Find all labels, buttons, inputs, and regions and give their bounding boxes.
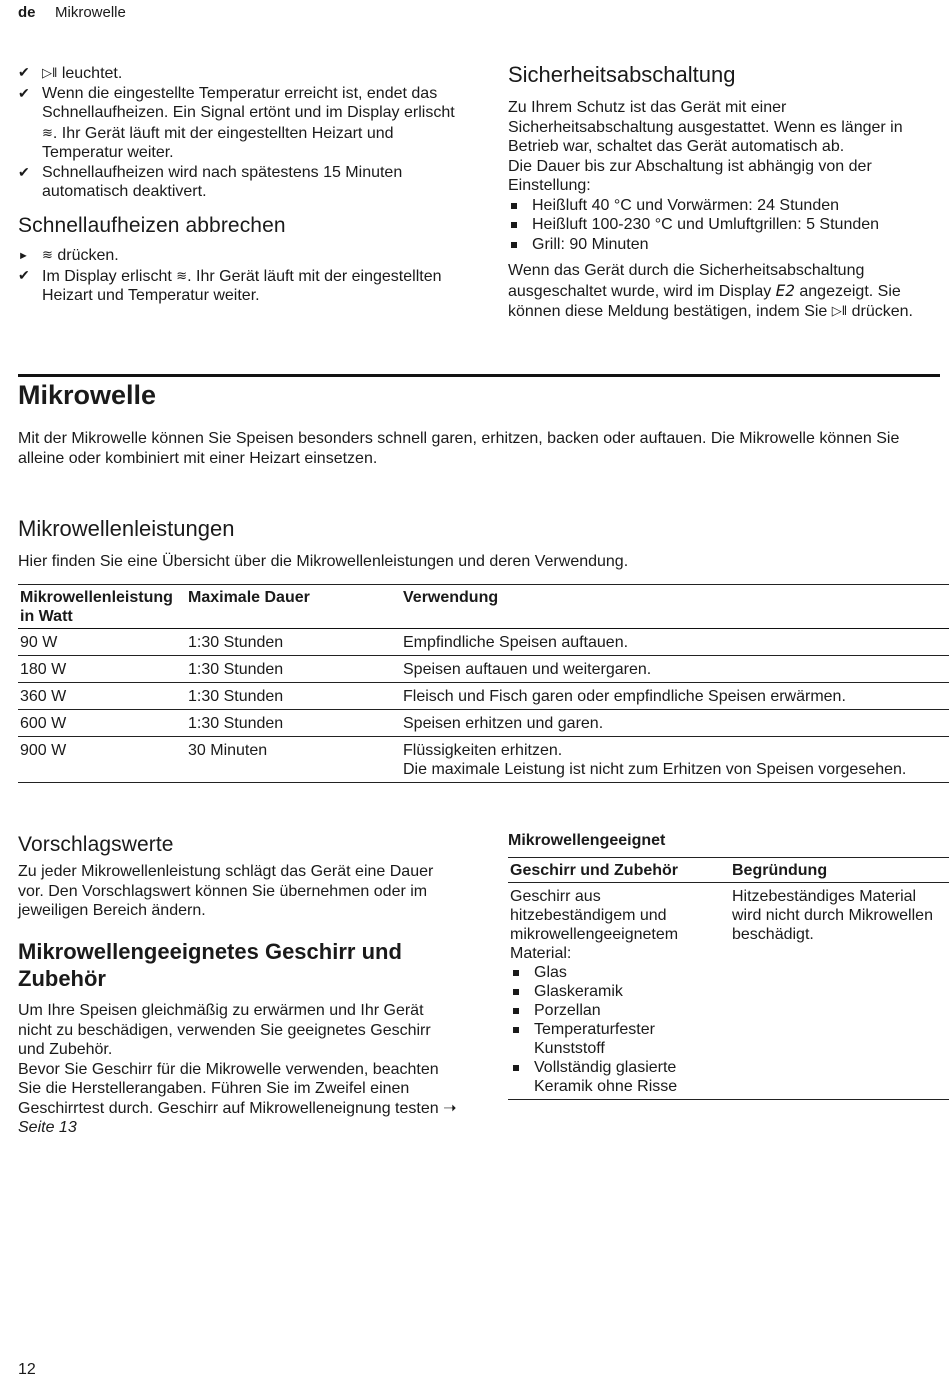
quick-heat-status-list: [18, 63, 460, 202]
play-pause-icon: ▷‖: [831, 303, 848, 318]
list-item: Porzellan: [510, 1001, 720, 1020]
quick-heat-icon: ≋: [176, 267, 188, 283]
abort-steps: [18, 245, 460, 306]
page-title: Mikrowelle: [18, 380, 157, 410]
running-header-title: Mikrowelle: [55, 4, 126, 21]
list-item: ✔ Schnellaufheizen wird nach spätestens 15 Minuten automatisch deaktivert.: [18, 163, 403, 200]
column-header: Begründung: [730, 858, 949, 883]
intro-text: Mit der Mikrowelle können Sie Speisen besonders schnell garen, erhitzen, backen oder auftauen. Die Mikrowelle können Sie alleine oder kombiniert mit einer Heizart einsetzen.: [18, 430, 900, 467]
bullet-square-icon: [513, 1027, 519, 1033]
arrow-right-icon: ►: [18, 250, 29, 262]
row-note: Die maximale Leistung ist nicht zum Erhitzen von Speisen vorgesehen.: [403, 761, 907, 778]
table-row: Geschirr aus hitzebeständigem und mikrowellengeeignetem Material: Glas Glaskeramik Porzellan Temperaturfester Kunststoff Vollständig glasierte Keramik ohne Risse Hitzebeständiges Material wird nicht durch Mikrowellen beschädigt.: [510, 888, 933, 1095]
column-header: Mikrowellenleistung in Watt: [18, 585, 186, 629]
list-item: Heißluft 100-230 °C und Umluftgrillen: 5 Stunden: [508, 215, 944, 235]
safety-para-2: Die Dauer bis zur Abschaltung ist abhängig von der Einstellung:: [508, 157, 872, 194]
bullet-square-icon: [511, 242, 517, 248]
suitable-table: [508, 857, 949, 1100]
bullet-square-icon: [513, 989, 519, 995]
page-reference-link[interactable]: Seite 13: [18, 1119, 77, 1136]
table-row: 180 W 1:30 Stunden Speisen auftauen und weitergaren.: [18, 656, 949, 683]
result-item: ✔ Im Display erlischt ≋. Ihr Gerät läuft mit der eingestellten Heizart und Temperatur weiter.: [18, 266, 442, 304]
heading-suitable-table: Mikrowellengeeignet: [508, 832, 666, 849]
language-code: de: [18, 4, 36, 21]
column-header: Verwendung: [401, 585, 949, 629]
list-item: ✔ Wenn die eingestellte Temperatur erreicht ist, endet das Schnellaufheizen. Ein Signal ertönt und im Display erlischt ≋. Ihr Gerät läuft mit der eingestellten Heizart und Temperatur weiter.: [18, 84, 455, 161]
checkmark-icon: ✔: [18, 266, 30, 283]
suggested-values-text: Zu jeder Mikrowellenleistung schlägt das Gerät eine Dauer vor. Den Vorschlagswert können Sie übernehmen oder im jeweiligen Bereich ändern.: [18, 863, 434, 919]
list-item: ✔ ▷‖ leuchtet.: [18, 64, 123, 82]
power-intro: Hier finden Sie eine Übersicht über die Mikrowellenleistungen und deren Verwendung.: [18, 553, 629, 570]
safety-text: [508, 98, 944, 322]
table-row: 360 W 1:30 Stunden Fleisch und Fisch garen oder empfindliche Speisen erwärmen.: [18, 683, 949, 710]
checkmark-icon: ✔: [18, 84, 30, 101]
table-row: 600 W 1:30 Stunden Speisen erhitzen und garen.: [18, 710, 949, 737]
heading-safety-shutdown: Sicherheitsabschaltung: [508, 62, 736, 87]
bullet-square-icon: [511, 222, 517, 228]
dishes-text: Um Ihre Speisen gleichmäßig zu erwärmen und Ihr Gerät nicht zu beschädigen, verwenden Sie geeignetes Geschirr und Zubehör. Bevor Sie Geschirr für die Mikrowelle verwenden, beachten Sie die Herstellerangaben. Führen Sie im Zweifel einen Geschirrtest durch. Geschirr auf Mikrowelleneignung testen ➝ Seite 13: [18, 1002, 457, 1136]
quick-heat-icon: ≋: [42, 124, 53, 140]
safety-para-1: Zu Ihrem Schutz ist das Gerät mit einer Sicherheitsabschaltung ausgestattet. Wenn es länger in Betrieb war, schaltet das Gerät automatisch ab.: [508, 99, 903, 155]
list-item: Glas: [510, 963, 720, 982]
bullet-square-icon: [513, 970, 519, 976]
reference-arrow-icon: ➝: [443, 1099, 457, 1117]
bullet-square-icon: [513, 1065, 519, 1071]
checkmark-icon: ✔: [18, 64, 30, 80]
list-item: Vollständig glasierte Keramik ohne Risse: [510, 1058, 720, 1096]
quick-heat-icon: ≋: [42, 247, 53, 262]
column-header: Maximale Dauer: [186, 585, 401, 629]
heading-suggested-values: Vorschlagswerte: [18, 833, 174, 856]
bullet-square-icon: [511, 203, 517, 209]
column-header: Geschirr und Zubehör: [508, 858, 730, 883]
step-item: ► ≋ drücken.: [18, 245, 460, 266]
display-code: E2: [775, 280, 795, 300]
power-table: [18, 584, 949, 783]
section-divider: [18, 374, 940, 377]
checkmark-icon: ✔: [18, 163, 30, 180]
play-pause-icon: ▷‖: [42, 65, 58, 80]
list-item: Grill: 90 Minuten: [508, 235, 944, 255]
safety-para-3: Wenn das Gerät durch die Sicherheitsabschaltung ausgeschaltet wurde, wird im Display E2 angezeigt. Sie können diese Meldung bestätigen, indem Sie ▷‖ drücken.: [508, 262, 913, 320]
bullet-square-icon: [513, 1008, 519, 1014]
table-row: 900 W 30 Minuten Flüssigkeiten erhitzen. Die maximale Leistung ist nicht zum Erhitzen von Speisen vorgesehen.: [18, 737, 949, 783]
list-item: Temperaturfester Kunststoff: [510, 1020, 720, 1058]
page-number: 12: [18, 1361, 36, 1378]
list-item: Heißluft 40 °C und Vorwärmen: 24 Stunden: [508, 196, 944, 216]
heading-microwave-power: Mikrowellenleistungen: [18, 516, 235, 541]
list-item: Glaskeramik: [510, 982, 720, 1001]
table-row: 90 W 1:30 Stunden Empfindliche Speisen auftauen.: [18, 629, 949, 656]
heading-suitable-dishes: Mikrowellengeeignetes Geschirr und Zubehör: [18, 939, 402, 991]
heading-quick-heat-abort: Schnellaufheizen abbrechen: [18, 214, 286, 237]
